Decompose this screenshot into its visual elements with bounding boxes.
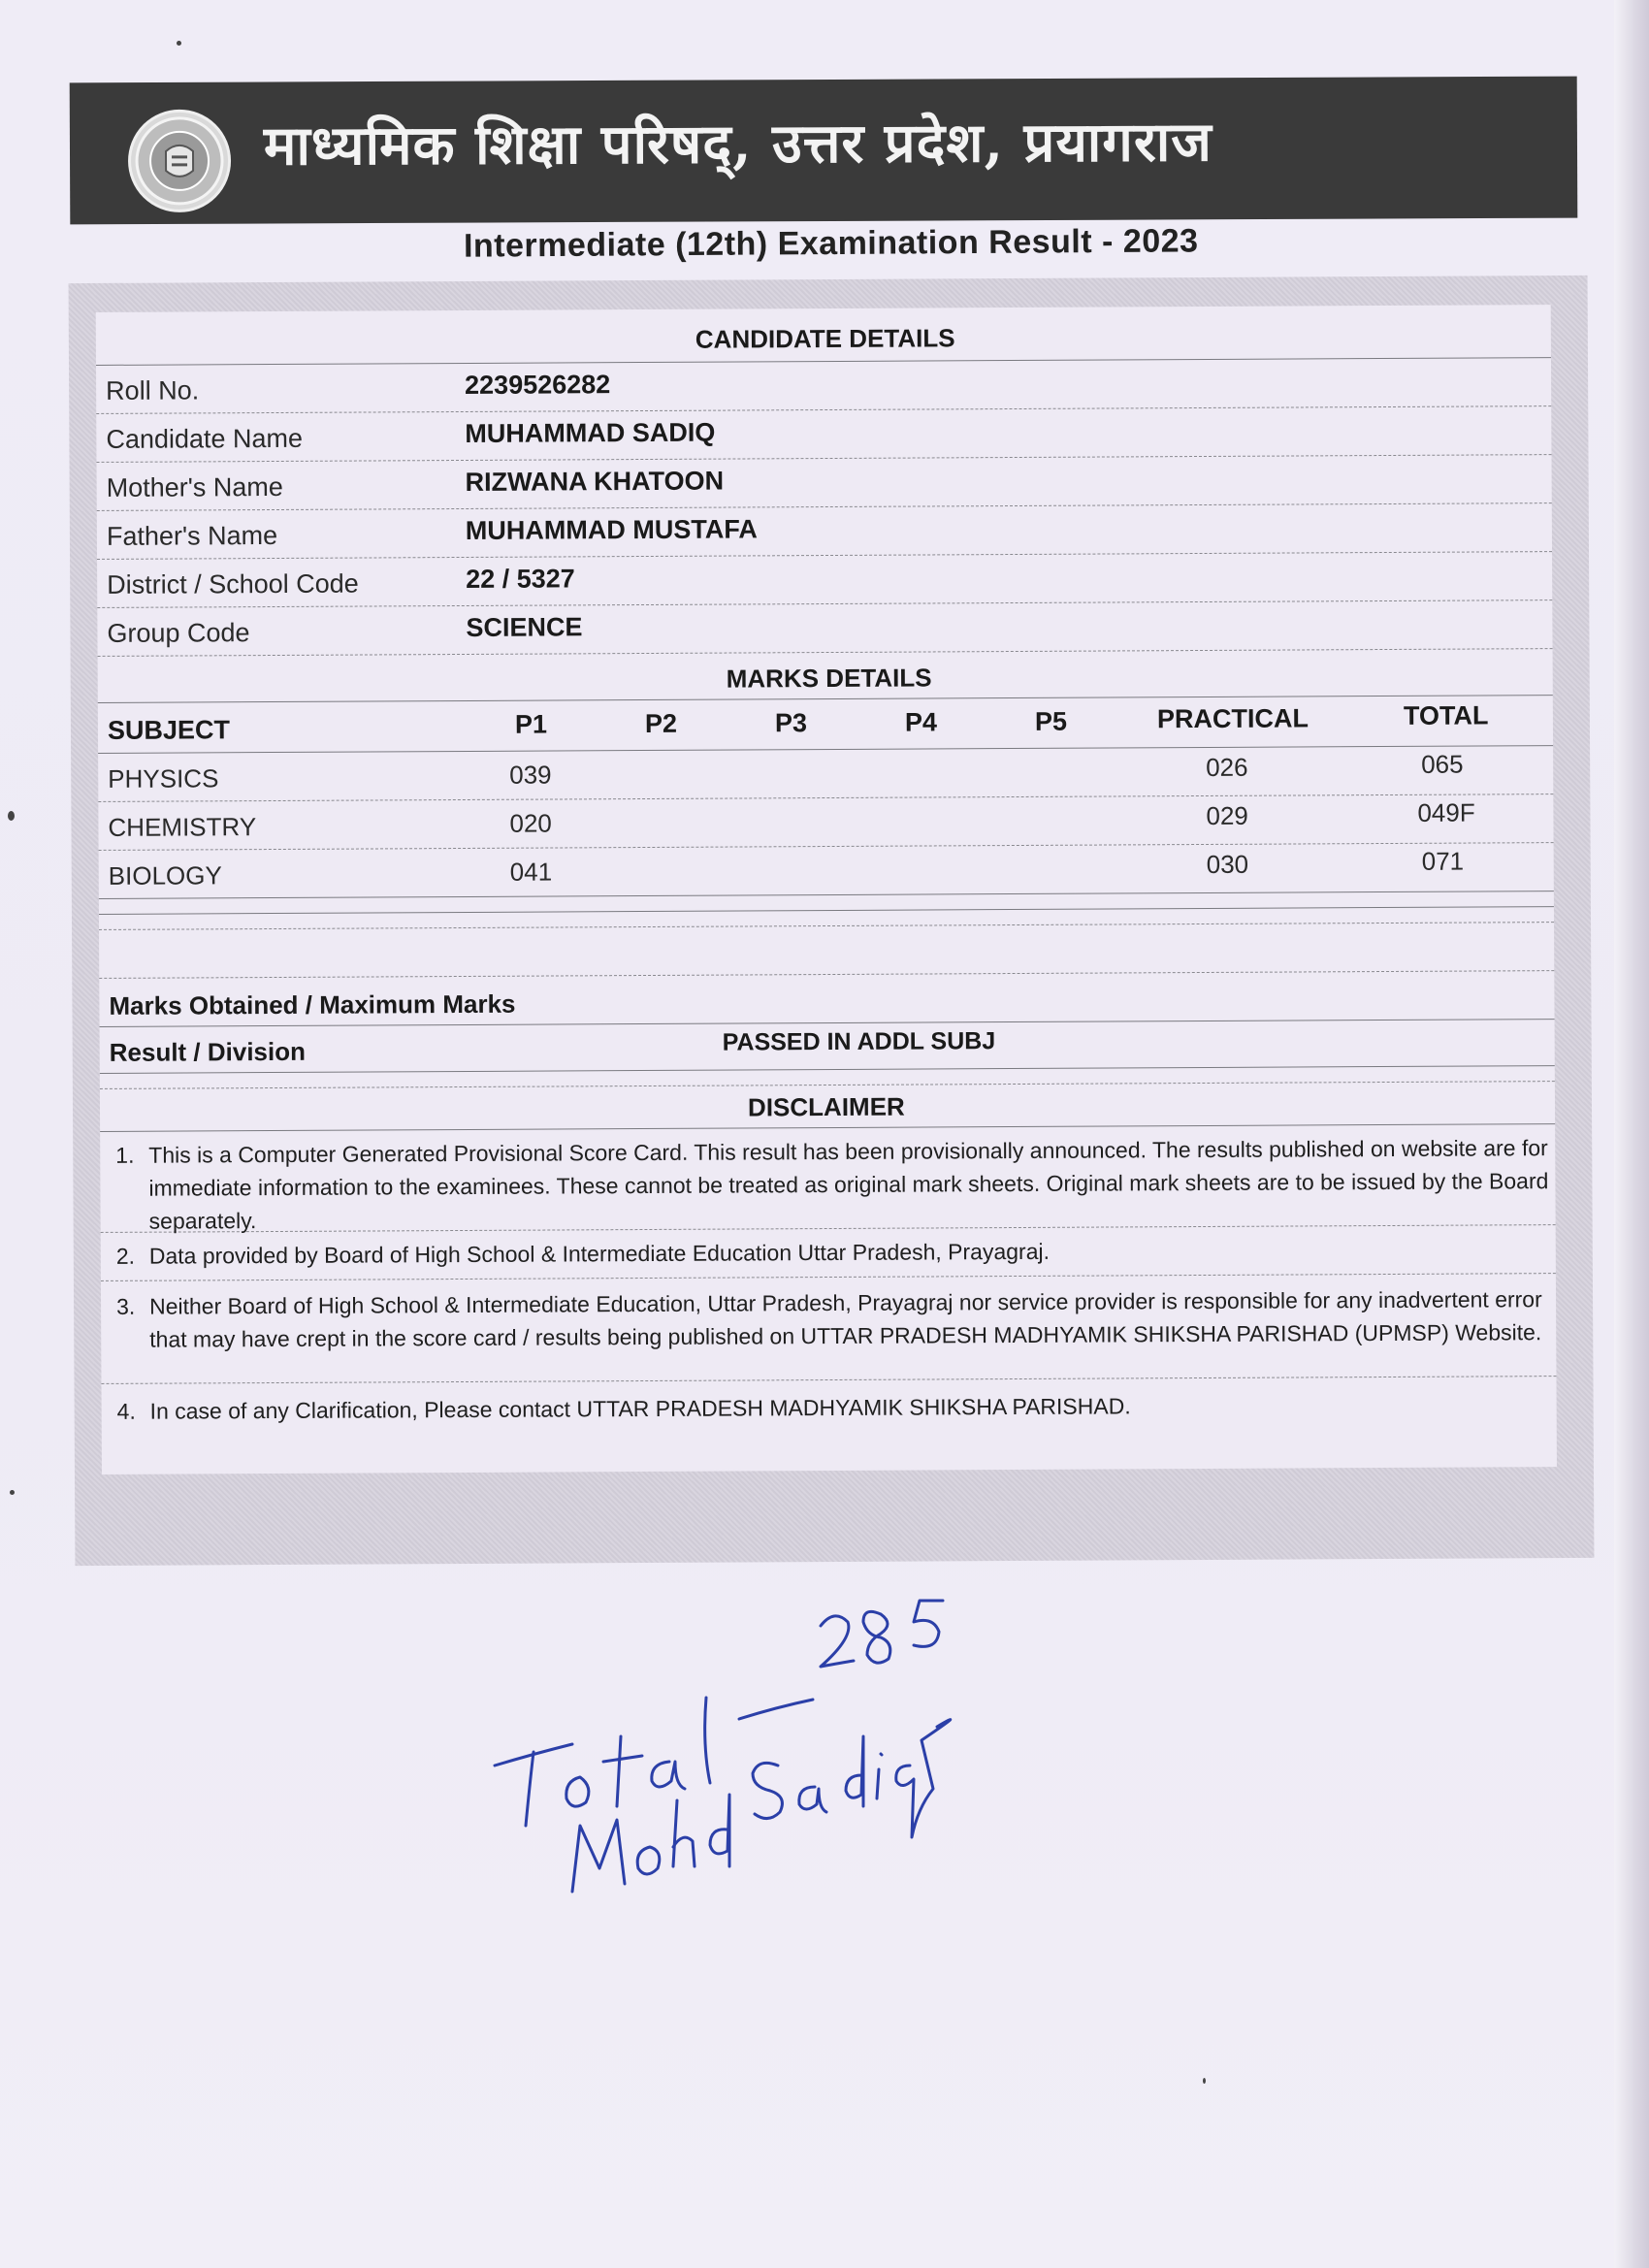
disclaimer-item (115, 1131, 1552, 1238)
field-row-mother (97, 454, 1552, 511)
disclaimer-text: This is a Computer Generated Provisional Score Card. This result has been provisionally announced. The results published on website are for immediate information to the examinees. These cannot be treated as original mark sheets. Original mark sheets are to be issued by the Board separately. (148, 1135, 1549, 1234)
total-cell: 049F (1417, 797, 1475, 827)
field-value: MUHAMMAD MUSTAFA (465, 514, 758, 545)
list-item (101, 1376, 1556, 1438)
list-item (101, 1273, 1557, 1384)
p1-cell: 020 (509, 808, 552, 838)
subject-cell: PHYSICS (108, 763, 219, 794)
p1-cell: 039 (509, 760, 552, 790)
blank-row (99, 922, 1554, 979)
p1-cell: 041 (509, 857, 553, 887)
table-row (98, 794, 1553, 851)
disclaimer-number: 1. (115, 1142, 135, 1168)
disclaimer-text: Neither Board of High School & Intermediate Education, Uttar Pradesh, Prayagraj nor service provider is responsible for any inadvertent error that may have crept in the score card / results being published on UTTAR PRADESH MADHYAMIK SHIKSHA PARISHAD (UPMSP) Website. (149, 1286, 1542, 1352)
list-item (100, 1123, 1556, 1233)
field-value: RIZWANA KHATOON (465, 466, 725, 497)
total-cell: 071 (1421, 846, 1465, 876)
disclaimer-text: In case of any Clarification, Please contact UTTAR PRADESH MADHYAMIK SHIKSHA PARISHAD. (149, 1393, 1131, 1424)
candidate-section-header (96, 305, 1551, 366)
result-panel (96, 305, 1557, 1474)
column-header-total: TOTAL (1403, 700, 1489, 730)
marks-obtained-label: Marks Obtained / Maximum Marks (109, 988, 516, 1021)
board-emblem-icon (128, 110, 231, 212)
field-row-name (96, 405, 1551, 463)
subject-cell: CHEMISTRY (108, 812, 257, 842)
column-header-practical: PRACTICAL (1156, 703, 1309, 734)
disclaimer-item (117, 1387, 1553, 1428)
result-label: Result / Division (109, 1036, 307, 1067)
disclaimer-item (116, 1232, 1552, 1273)
field-label: Father's Name (106, 520, 278, 551)
handwritten-note (466, 1571, 970, 1906)
practical-cell: 030 (1206, 849, 1249, 879)
marks-table-header (98, 695, 1553, 754)
board-header-banner (70, 77, 1578, 225)
field-row-father (97, 502, 1552, 560)
field-value: 2239526282 (465, 370, 611, 400)
candidate-details-heading: CANDIDATE DETAILS (695, 323, 955, 354)
disclaimer-item (116, 1282, 1552, 1356)
practical-cell: 026 (1206, 752, 1248, 782)
total-cell: 065 (1421, 749, 1464, 779)
paper-edge-shadow (1614, 0, 1649, 2268)
column-header-subject: SUBJECT (107, 715, 231, 745)
field-row-district (97, 551, 1552, 608)
marks-obtained-row (99, 970, 1554, 1027)
marks-details-heading: MARKS DETAILS (726, 663, 932, 694)
field-label: Candidate Name (106, 423, 304, 454)
column-header-p3: P3 (774, 708, 808, 738)
field-value: MUHAMMAD SADIQ (465, 417, 716, 448)
exam-title: Intermediate (12th) Examination Result - 2023 (463, 222, 1199, 265)
disclaimer-number: 4. (116, 1398, 136, 1424)
column-header-p5: P5 (1034, 706, 1068, 736)
column-header-p2: P2 (644, 708, 678, 739)
field-label: Mother's Name (106, 471, 283, 502)
scan-speck (8, 811, 15, 821)
list-item (101, 1224, 1556, 1281)
column-header-p4: P4 (904, 707, 938, 737)
field-row-roll (96, 357, 1551, 414)
result-value: PASSED IN ADDL SUBJ (722, 1027, 996, 1056)
result-frame (69, 275, 1595, 1566)
disclaimer-text: Data provided by Board of High School & Intermediate Education Uttar Pradesh, Prayagraj. (148, 1238, 1051, 1269)
board-name-hindi: माध्यमिक शिक्षा परिषद्, उत्तर प्रदेश, प्रयागराज (263, 110, 1212, 178)
practical-cell: 029 (1206, 800, 1248, 830)
table-row (98, 745, 1553, 802)
field-row-group (97, 599, 1552, 657)
field-label: District / School Code (107, 568, 359, 599)
disclaimer-number: 2. (115, 1243, 136, 1269)
field-label: Roll No. (106, 375, 200, 405)
disclaimer-heading: DISCLAIMER (747, 1091, 905, 1122)
subject-cell: BIOLOGY (108, 860, 222, 891)
column-header-p1: P1 (514, 709, 548, 739)
field-value: SCIENCE (466, 612, 583, 642)
field-label: Group Code (107, 618, 250, 648)
disclaimer-number: 3. (116, 1293, 136, 1319)
scan-speck (177, 41, 181, 46)
field-value: 22 / 5327 (466, 564, 575, 594)
scan-speck (1203, 2078, 1206, 2084)
table-row (99, 842, 1554, 899)
handwriting-drawing (466, 1571, 970, 1901)
scan-speck (10, 1490, 15, 1495)
